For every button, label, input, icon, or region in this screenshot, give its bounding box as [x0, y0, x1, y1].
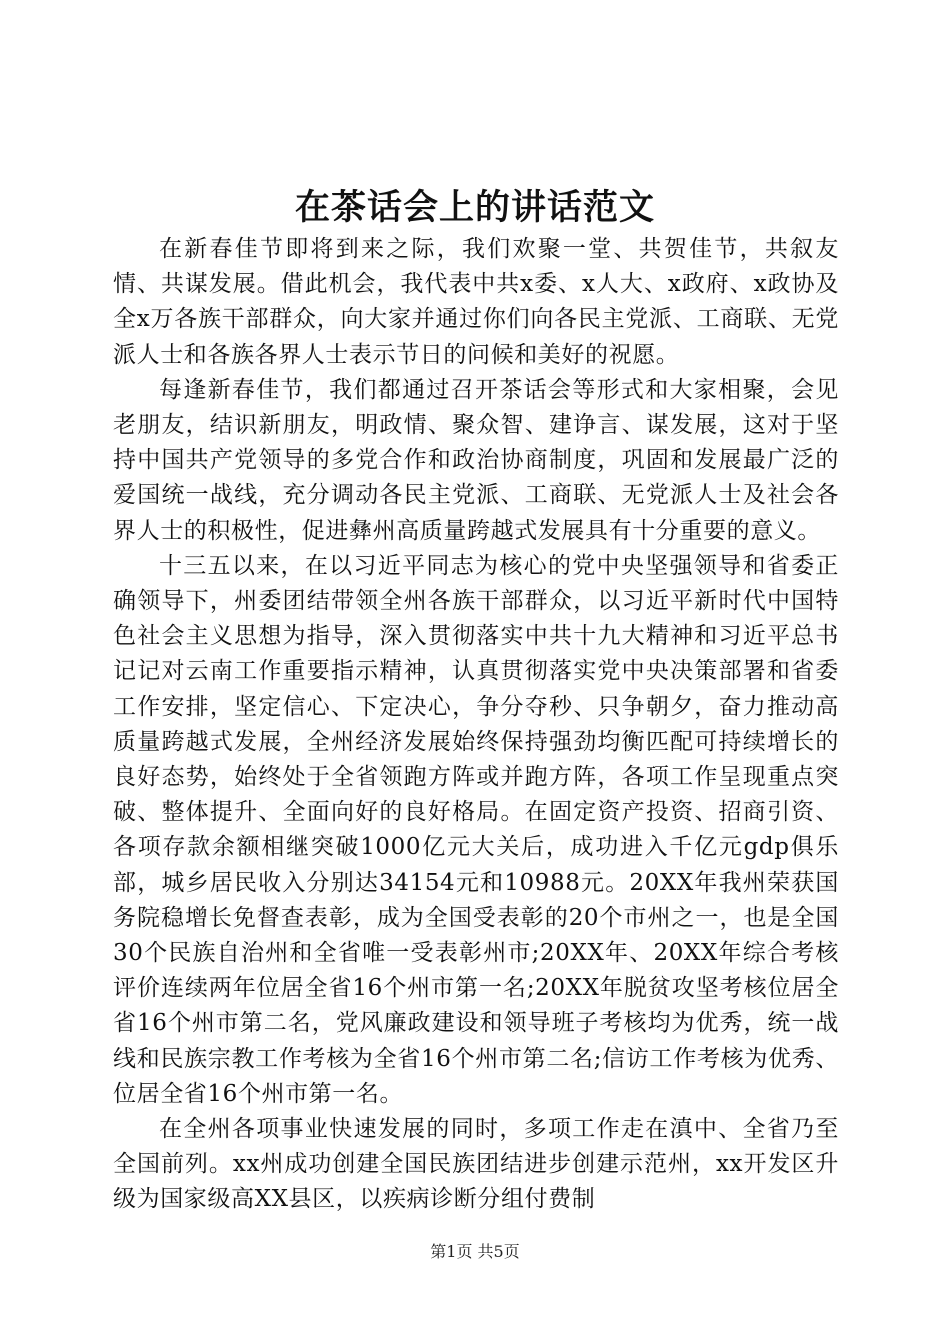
- paragraph-3: 十三五以来，在以习近平同志为核心的党中央坚强领导和省委正确领导下，州委团结带领全州各族干部群众，以习近平新时代中国特色社会主义思想为指导，深入贯彻落实中共十九大精神和习近平总书记记对云南工作重要指示精神，认真贯彻落实党中央决策部署和省委工作安排，坚定信心、下定决心，争分夺秒、只争朝夕，奋力推动高质量跨越式发展，全州经济发展始终保持强劲均衡匹配可持续增长的良好态势，始终处于全省领跑方阵或并跑方阵，各项工作呈现重点突破、整体提升、全面向好的良好格局。在固定资产投资、招商引资、各项存款余额相继突破1000亿元大关后，成功进入千亿元gdp俱乐部，城乡居民收入分别达34154元和10988元。20XX年我州荣获国务院稳增长免督查表彰，成为全国受表彰的20个市州之一，也是全国30个民族自治州和全省唯一受表彰州市;20XX年、20XX年综合考核评价连续两年位居全省16个州市第一名;20XX年脱贫攻坚考核位居全省16个州市第二名，党风廉政建设和领导班子考核均为优秀，统一战线和民族宗教工作考核为全省16个州市第二名;信访工作考核为优秀、位居全省16个州市第一名。: [113, 552, 839, 1107]
- paragraph-1: 在新春佳节即将到来之际，我们欢聚一堂、共贺佳节，共叙友情、共谋发展。借此机会，我代表中共x委、x人大、x政府、x政协及全x万各族干部群众，向大家并通过你们向各民主党派、工商联、无党派人士和各族各界人士表示节日的问候和美好的祝愿。: [113, 236, 839, 368]
- document-body: [113, 232, 839, 1218]
- paragraph-4: 在全州各项事业快速发展的同时，多项工作走在滇中、全省乃至全国前列。xx州成功创建全国民族团结进步创建示范州，xx开发区升级为国家级高XX县区，以疾病诊断分组付费制: [113, 1116, 839, 1213]
- paragraph-2: 每逢新春佳节，我们都通过召开茶话会等形式和大家相聚，会见老朋友，结识新朋友，明政情、聚众智、建诤言、谋发展，这对于坚持中国共产党领导的多党合作和政治协商制度，巩固和发展最广泛的爱国统一战线，充分调动各民主党派、工商联、无党派人士及社会各界人士的积极性，促进彝州高质量跨越式发展具有十分重要的意义。: [113, 376, 839, 544]
- page-number-footer: 第1页 共5页: [430, 1242, 520, 1261]
- document-title: 在茶话会上的讲话范文: [294, 187, 655, 228]
